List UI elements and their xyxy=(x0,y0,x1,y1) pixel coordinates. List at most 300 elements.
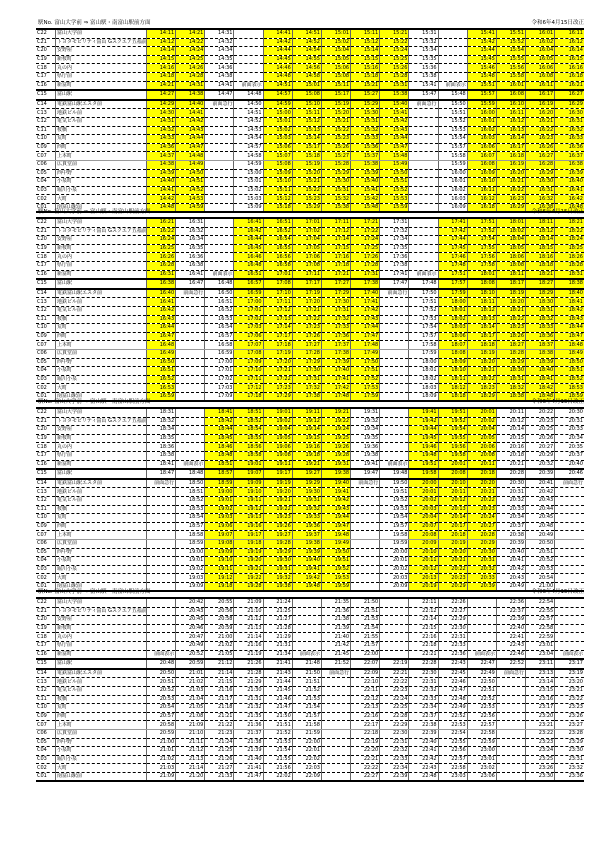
departure-time: 17:16 xyxy=(321,253,350,262)
departure-time: 21:48 xyxy=(292,659,321,669)
departure-time: 21:41 xyxy=(263,659,292,669)
timetable-block xyxy=(36,18,584,213)
station-code: C01 xyxy=(36,582,56,591)
departure-time xyxy=(292,641,321,650)
departure-time xyxy=(467,624,496,633)
departure-time: 19:06 xyxy=(205,522,234,531)
station-name: 南富山駅前 xyxy=(56,392,147,401)
departure-time: 18:10 xyxy=(438,367,467,376)
departure-time: 19:51 xyxy=(380,488,409,497)
departure-time: 22:31 xyxy=(438,633,467,642)
departure-time: 20:20 xyxy=(438,548,467,557)
station-code: C19 xyxy=(36,55,56,64)
departure-time: 19:18 xyxy=(234,539,263,548)
table-row xyxy=(36,729,584,738)
departure-time: 16:20 xyxy=(526,109,555,118)
station-code: C16 xyxy=(36,81,56,90)
departure-time: 15:25 xyxy=(380,55,409,64)
table-row xyxy=(36,55,584,64)
departure-time: 23:13 xyxy=(526,669,555,678)
departure-time: 20:31 xyxy=(467,557,496,566)
departure-time: 14:37 xyxy=(147,152,176,161)
departure-time: 19:01 xyxy=(234,460,263,469)
block-header xyxy=(36,18,584,28)
departure-time: 22:16 xyxy=(409,633,438,642)
departure-time: 20:45 xyxy=(526,514,555,523)
departure-time: 17:11 xyxy=(321,218,350,227)
departure-time: 23:17 xyxy=(555,659,584,669)
departure-time: 19:49 xyxy=(321,539,350,548)
departure-time: 21:30 xyxy=(234,686,263,695)
departure-time: 19:22 xyxy=(263,505,292,514)
station-name: 電鉄富山駅エスタ前 xyxy=(56,100,147,109)
table-row xyxy=(36,341,584,350)
table-row xyxy=(36,298,584,307)
departure-time: 15:10 xyxy=(263,178,292,187)
departure-time: 17:29 xyxy=(321,289,350,298)
departure-time: 15:42 xyxy=(467,38,496,47)
table-row xyxy=(36,253,584,262)
departure-time: 19:11 xyxy=(205,565,234,574)
departure-time: 17:28 xyxy=(351,261,380,270)
departure-time: 19:15 xyxy=(292,434,321,443)
departure-time: 14:41 xyxy=(263,29,292,38)
departure-time xyxy=(147,488,176,497)
departure-time xyxy=(351,496,380,505)
departure-time: 16:58 xyxy=(263,261,292,270)
station-name: 新桜町 xyxy=(56,434,147,443)
departure-time: 19:20 xyxy=(234,557,263,566)
departure-time: 14:58 xyxy=(234,152,263,161)
departure-time: 14:29 xyxy=(147,100,176,109)
departure-time: 前面急行 xyxy=(496,669,525,678)
station-code: C06 xyxy=(36,729,56,738)
station-name: 大町 xyxy=(56,574,147,583)
departure-time xyxy=(147,505,176,514)
departure-time: 20:19 xyxy=(409,582,438,591)
departure-time: 18:00 xyxy=(438,298,467,307)
departure-time: 16:08 xyxy=(467,160,496,169)
departure-time: 15:49 xyxy=(380,160,409,169)
departure-time: 16:21 xyxy=(496,178,525,187)
departure-time: 17:25 xyxy=(351,244,380,253)
departure-time: 19:17 xyxy=(263,469,292,479)
departure-time: 21:32 xyxy=(234,704,263,713)
departure-time xyxy=(555,624,584,633)
departure-time xyxy=(496,721,525,730)
departure-time: 17:18 xyxy=(321,261,350,270)
departure-time: 16:31 xyxy=(147,270,176,279)
departure-time: 18:24 xyxy=(555,236,584,245)
departure-time: 17:39 xyxy=(321,358,350,367)
departure-time: 18:19 xyxy=(467,349,496,358)
departure-time: 15:01 xyxy=(292,81,321,90)
departure-time: 17:51 xyxy=(467,218,496,227)
departure-time: 23:21 xyxy=(555,686,584,695)
departure-time: 17:41 xyxy=(438,218,467,227)
departure-time: 19:59 xyxy=(321,582,350,591)
departure-time: 19:47 xyxy=(321,522,350,531)
departure-time: 15:36 xyxy=(351,143,380,152)
departure-time: 16:20 xyxy=(496,169,525,178)
departure-time: 17:51 xyxy=(409,298,438,307)
departure-time: 16:56 xyxy=(263,253,292,262)
departure-time: 14:46 xyxy=(263,64,292,73)
departure-time: 20:23 xyxy=(467,505,496,514)
departure-time: 20:09 xyxy=(409,539,438,548)
table-row xyxy=(36,100,584,109)
departure-time: 15:52 xyxy=(380,186,409,195)
departure-time: 18:36 xyxy=(526,332,555,341)
departure-time: 17:50 xyxy=(409,289,438,298)
station-name: 富山駅 xyxy=(56,279,147,289)
table-row xyxy=(36,505,584,514)
departure-time: 19:51 xyxy=(438,408,467,417)
departure-time: 20:00 xyxy=(380,548,409,557)
station-code: C01 xyxy=(36,392,56,401)
departure-time: 17:17 xyxy=(263,332,292,341)
departure-time: 22:58 xyxy=(526,624,555,633)
departure-time xyxy=(205,143,234,152)
departure-time xyxy=(409,253,438,262)
departure-time: 14:41 xyxy=(176,109,205,118)
departure-time: 18:51 xyxy=(176,488,205,497)
departure-time: 21:04 xyxy=(176,695,205,704)
departure-time: 19:52 xyxy=(321,565,350,574)
departure-time: 17:31 xyxy=(351,270,380,279)
departure-time: 15:52 xyxy=(438,117,467,126)
departure-time: 20:11 xyxy=(467,460,496,469)
departure-time: 16:24 xyxy=(147,236,176,245)
departure-time: 18:04 xyxy=(496,236,525,245)
departure-time: 18:02 xyxy=(409,375,438,384)
station-code: C05 xyxy=(36,169,56,178)
station-name: 西町 xyxy=(56,522,147,531)
departure-time: 22:26 xyxy=(438,598,467,607)
departure-time: 23:11 xyxy=(526,659,555,669)
departure-time: 15:40 xyxy=(351,178,380,187)
departure-time: 16:27 xyxy=(526,152,555,161)
departure-time: 20:49 xyxy=(176,641,205,650)
table-row xyxy=(36,695,584,704)
departure-time: 19:32 xyxy=(263,574,292,583)
departure-time: 16:42 xyxy=(147,306,176,315)
departure-time xyxy=(555,633,584,642)
station-code: C20 xyxy=(36,616,56,625)
departure-time: 17:30 xyxy=(292,367,321,376)
departure-time: 21:44 xyxy=(263,678,292,687)
station-code: C14 xyxy=(36,289,56,298)
departure-time xyxy=(409,236,438,245)
departure-time: 14:32 xyxy=(147,126,176,135)
departure-time xyxy=(176,375,205,384)
station-name: 小泉町 xyxy=(56,178,147,187)
departure-time: 15:41 xyxy=(380,109,409,118)
departure-time: 23:16 xyxy=(526,695,555,704)
departure-time: 15:08 xyxy=(292,90,321,100)
departure-time: 14:51 xyxy=(176,178,205,187)
departure-time: 16:34 xyxy=(176,236,205,245)
departure-time: 18:09 xyxy=(409,392,438,401)
departure-time: 18:28 xyxy=(496,349,525,358)
departure-time: 21:03 xyxy=(176,686,205,695)
departure-time: 20:59 xyxy=(147,729,176,738)
block-header xyxy=(36,207,584,217)
departure-time: 22:36 xyxy=(438,650,467,659)
departure-time: 21:51 xyxy=(263,721,292,730)
departure-time: 19:44 xyxy=(409,426,438,435)
departure-time: 20:12 xyxy=(409,565,438,574)
departure-time xyxy=(176,341,205,350)
departure-time: 15:30 xyxy=(321,178,350,187)
departure-time: 17:38 xyxy=(292,392,321,401)
departure-time: 17:52 xyxy=(409,306,438,315)
departure-time: 20:02 xyxy=(380,565,409,574)
departure-time: 20:43 xyxy=(526,496,555,505)
departure-time: 15:29 xyxy=(321,169,350,178)
departure-time: 16:32 xyxy=(526,195,555,204)
departure-time: 22:30 xyxy=(409,669,438,678)
departure-time: 18:41 xyxy=(147,460,176,469)
revision-date: 令和6年4月15日改正 xyxy=(531,20,584,26)
station-code: C18 xyxy=(36,64,56,73)
departure-time: 15:11 xyxy=(263,186,292,195)
departure-time: 14:53 xyxy=(176,195,205,204)
departure-time: 18:41 xyxy=(555,298,584,307)
station-name: 電気ビル前 xyxy=(56,306,147,315)
departure-time: 14:47 xyxy=(205,90,234,100)
departure-time: 16:41 xyxy=(147,298,176,307)
departure-time: 16:33 xyxy=(555,135,584,144)
departure-time: 18:56 xyxy=(234,443,263,452)
departure-time: 14:48 xyxy=(176,152,205,161)
departure-time: 22:24 xyxy=(380,695,409,704)
departure-time: 23:25 xyxy=(526,755,555,764)
departure-time xyxy=(321,729,350,738)
departure-time xyxy=(496,755,525,764)
departure-time: 18:22 xyxy=(496,315,525,324)
departure-time xyxy=(176,349,205,358)
departure-time: 20:29 xyxy=(467,539,496,548)
departure-time xyxy=(234,47,263,56)
departure-time: 17:21 xyxy=(351,218,380,227)
departure-time: 20:10 xyxy=(409,548,438,557)
departure-time: 22:14 xyxy=(409,616,438,625)
departure-time: 15:40 xyxy=(380,100,409,109)
departure-time: 21:51 xyxy=(351,607,380,616)
departure-time: 17:02 xyxy=(234,315,263,324)
departure-time: 16:26 xyxy=(147,253,176,262)
departure-time: 21:57 xyxy=(351,641,380,650)
departure-time: 15:51 xyxy=(380,178,409,187)
departure-time: 20:32 xyxy=(496,496,525,505)
table-row xyxy=(36,641,584,650)
departure-time: 20:05 xyxy=(467,434,496,443)
departure-time: 16:38 xyxy=(555,160,584,169)
departure-time: 20:13 xyxy=(438,505,467,514)
departure-time: 14:38 xyxy=(147,160,176,169)
departure-time: 21:14 xyxy=(176,764,205,773)
departure-time: 18:38 xyxy=(147,451,176,460)
departure-time xyxy=(176,408,205,417)
departure-time: 22:37 xyxy=(409,712,438,721)
departure-time: 18:38 xyxy=(555,279,584,289)
departure-time: 15:38 xyxy=(409,72,438,81)
departure-time: 前面表示 xyxy=(467,650,496,659)
departure-time xyxy=(176,358,205,367)
departure-time xyxy=(176,367,205,376)
departure-time: 19:01 xyxy=(205,496,234,505)
departure-time: 22:53 xyxy=(467,704,496,713)
departure-time: 16:09 xyxy=(467,169,496,178)
departure-time: 16:48 xyxy=(234,261,263,270)
departure-time: 20:32 xyxy=(526,460,555,469)
departure-time: 17:12 xyxy=(321,227,350,236)
departure-time: 20:11 xyxy=(409,557,438,566)
departure-time: 14:45 xyxy=(263,55,292,64)
station-name: 西中野 xyxy=(56,738,147,747)
station-name: 富山大学前 xyxy=(56,29,147,38)
departure-time: 17:51 xyxy=(438,270,467,279)
departure-time: 17:36 xyxy=(321,332,350,341)
departure-time: 16:21 xyxy=(526,117,555,126)
departure-time xyxy=(409,218,438,227)
departure-time: 21:10 xyxy=(176,729,205,738)
departure-time: 18:46 xyxy=(205,443,234,452)
station-code: C20 xyxy=(36,236,56,245)
departure-time: 20:42 xyxy=(496,565,525,574)
departure-time: 16:46 xyxy=(234,253,263,262)
departure-time: 22:02 xyxy=(263,772,292,781)
departure-time: 21:38 xyxy=(321,616,350,625)
departure-time: 19:38 xyxy=(321,469,350,479)
departure-time xyxy=(147,496,176,505)
departure-time xyxy=(351,557,380,566)
departure-time: 20:53 xyxy=(526,565,555,574)
departure-time: 17:40 xyxy=(321,367,350,376)
departure-time: 18:52 xyxy=(176,496,205,505)
departure-time: 23:01 xyxy=(526,641,555,650)
departure-time: 19:28 xyxy=(263,539,292,548)
station-code: C22 xyxy=(36,218,56,227)
station-code: C22 xyxy=(36,408,56,417)
departure-time: 15:33 xyxy=(351,135,380,144)
departure-time: 19:19 xyxy=(234,548,263,557)
station-name: 新富町 xyxy=(56,270,147,279)
departure-time: 19:03 xyxy=(205,514,234,523)
departure-time xyxy=(205,261,234,270)
departure-time: 20:48 xyxy=(147,659,176,669)
departure-time xyxy=(321,712,350,721)
departure-time: 20:59 xyxy=(205,624,234,633)
departure-time: 18:05 xyxy=(496,244,525,253)
departure-time: 21:22 xyxy=(205,721,234,730)
departure-time: 16:05 xyxy=(526,55,555,64)
departure-time: 16:32 xyxy=(555,126,584,135)
station-name: 西町 xyxy=(56,332,147,341)
departure-time: 21:24 xyxy=(205,738,234,747)
departure-time: 18:14 xyxy=(467,324,496,333)
table-row xyxy=(36,227,584,236)
departure-time: 23:03 xyxy=(438,772,467,781)
station-name: 西中野 xyxy=(56,548,147,557)
departure-time: 16:50 xyxy=(205,289,234,298)
departure-time: 19:58 xyxy=(380,531,409,540)
departure-time: 前面急行 xyxy=(409,100,438,109)
departure-time: 17:32 xyxy=(380,227,409,236)
station-code: C10 xyxy=(36,324,56,333)
departure-time: 15:28 xyxy=(321,160,350,169)
departure-time: 16:10 xyxy=(467,178,496,187)
departure-time: 前面表示 xyxy=(147,650,176,659)
departure-time: 22:22 xyxy=(380,678,409,687)
departure-time: 22:19 xyxy=(380,659,409,669)
departure-time: 15:27 xyxy=(321,152,350,161)
departure-time: 21:27 xyxy=(263,616,292,625)
departure-time: 16:48 xyxy=(205,279,234,289)
station-name: 地鉄ビル前 xyxy=(56,109,147,118)
departure-time: 21:05 xyxy=(176,704,205,713)
station-name: 桜橋 xyxy=(56,505,147,514)
table-row xyxy=(36,469,584,479)
departure-time: 15:00 xyxy=(234,169,263,178)
departure-time: 17:14 xyxy=(321,236,350,245)
departure-time xyxy=(438,72,467,81)
station-name: 荒町 xyxy=(56,324,147,333)
table-row xyxy=(36,539,584,548)
departure-time: 16:14 xyxy=(555,47,584,56)
departure-time: 15:32 xyxy=(351,126,380,135)
departure-time: 17:00 xyxy=(234,298,263,307)
departure-time: 18:28 xyxy=(555,261,584,270)
departure-time: 20:53 xyxy=(147,695,176,704)
departure-time: 17:08 xyxy=(234,349,263,358)
station-code: C02 xyxy=(36,764,56,773)
departure-time: 15:14 xyxy=(351,47,380,56)
departure-time: 16:07 xyxy=(467,152,496,161)
departure-time: 23:30 xyxy=(555,747,584,756)
departure-time: 16:12 xyxy=(555,38,584,47)
departure-time: 18:23 xyxy=(496,324,525,333)
departure-time: 22:58 xyxy=(438,764,467,773)
departure-time: 20:46 xyxy=(555,469,584,479)
departure-time: 19:42 xyxy=(292,574,321,583)
departure-time: 18:00 xyxy=(409,358,438,367)
departure-time: 18:30 xyxy=(496,367,525,376)
departure-time: 16:59 xyxy=(147,392,176,401)
departure-time: 15:18 xyxy=(263,203,292,212)
departure-time: 15:31 xyxy=(380,81,409,90)
departure-time xyxy=(321,686,350,695)
departure-time: 21:01 xyxy=(147,747,176,756)
departure-time: 18:44 xyxy=(205,426,234,435)
departure-time: 14:16 xyxy=(147,64,176,73)
departure-time: 17:01 xyxy=(263,270,292,279)
departure-time: 16:02 xyxy=(438,186,467,195)
departure-time: 14:18 xyxy=(147,72,176,81)
departure-time: 16:59 xyxy=(205,349,234,358)
departure-time: 15:44 xyxy=(467,47,496,56)
departure-time: 21:03 xyxy=(147,764,176,773)
station-name: 富山大学前 xyxy=(56,408,147,417)
departure-time xyxy=(380,306,409,315)
departure-time: 18:09 xyxy=(438,358,467,367)
departure-time: 18:08 xyxy=(438,349,467,358)
departure-time: 22:30 xyxy=(438,624,467,633)
departure-time xyxy=(176,443,205,452)
table-row xyxy=(36,195,584,204)
station-code: C07 xyxy=(36,721,56,730)
